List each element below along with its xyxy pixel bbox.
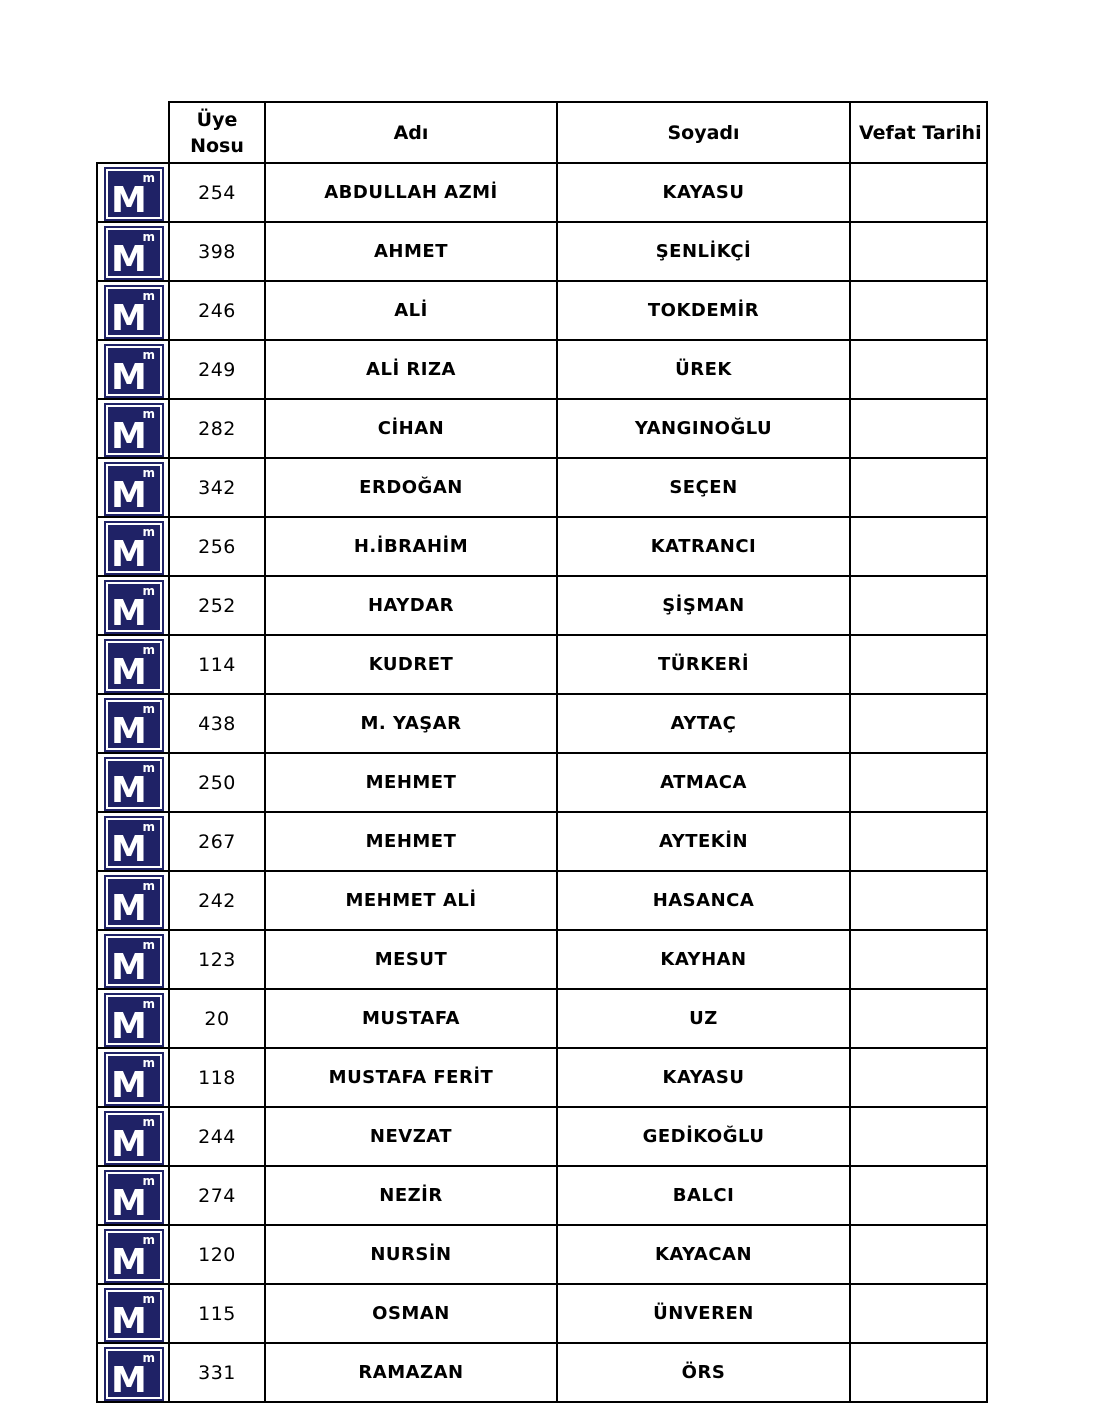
logo-letter-small: m — [142, 643, 155, 657]
last-name-cell: ŞENLİKÇİ — [557, 222, 850, 281]
death-date-cell — [850, 635, 987, 694]
death-date-cell — [850, 930, 987, 989]
first-name-cell: MEHMET ALİ — [265, 871, 557, 930]
logo-cell — [97, 753, 169, 812]
logo-letter-big: M — [111, 1183, 147, 1224]
table-row — [97, 222, 987, 281]
last-name-cell: KAYASU — [557, 1048, 850, 1107]
mm-logo-icon — [106, 1113, 162, 1163]
logo-letter-big: M — [111, 829, 147, 870]
logo-letter-big: M — [111, 475, 147, 516]
first-name-cell: M. YAŞAR — [265, 694, 557, 753]
death-date-cell — [850, 753, 987, 812]
table-row — [97, 930, 987, 989]
logo-cell — [97, 812, 169, 871]
logo-letter-big: M — [111, 239, 147, 280]
table-row — [97, 635, 987, 694]
logo-cell — [97, 694, 169, 753]
member-no-cell: 242 — [169, 871, 265, 930]
logo-letter-big: M — [111, 1242, 147, 1283]
first-name-cell: MEHMET — [265, 812, 557, 871]
logo-letter-small: m — [142, 879, 155, 893]
death-date-cell — [850, 1048, 987, 1107]
death-date-cell — [850, 222, 987, 281]
member-no-cell: 342 — [169, 458, 265, 517]
death-date-cell — [850, 1343, 987, 1402]
table-row — [97, 1343, 987, 1402]
first-name-cell: MEHMET — [265, 753, 557, 812]
member-no-cell: 120 — [169, 1225, 265, 1284]
last-name-cell: ATMACA — [557, 753, 850, 812]
mm-logo-icon — [106, 1290, 162, 1340]
death-date-cell — [850, 694, 987, 753]
logo-letter-big: M — [111, 1065, 147, 1106]
table-row — [97, 1048, 987, 1107]
mm-logo-icon — [106, 405, 162, 455]
member-no-cell: 246 — [169, 281, 265, 340]
logo-letter-big: M — [111, 298, 147, 339]
table-row — [97, 812, 987, 871]
death-date-cell — [850, 989, 987, 1048]
logo-letter-small: m — [142, 997, 155, 1011]
first-name-cell: NURSİN — [265, 1225, 557, 1284]
first-name-cell: MUSTAFA — [265, 989, 557, 1048]
table-row — [97, 458, 987, 517]
table-row — [97, 399, 987, 458]
logo-letter-big: M — [111, 1301, 147, 1342]
logo-letter-small: m — [142, 820, 155, 834]
first-name-cell: CİHAN — [265, 399, 557, 458]
logo-letter-big: M — [111, 770, 147, 811]
death-date-cell — [850, 576, 987, 635]
table-header — [97, 102, 987, 163]
logo-cell — [97, 1048, 169, 1107]
first-name-cell: ALİ — [265, 281, 557, 340]
logo-cell — [97, 517, 169, 576]
member-no-cell: 398 — [169, 222, 265, 281]
logo-cell — [97, 1225, 169, 1284]
logo-letter-small: m — [142, 1174, 155, 1188]
first-name-cell: ABDULLAH AZMİ — [265, 163, 557, 222]
member-no-header-line2: Nosu — [190, 134, 244, 157]
first-name-cell: OSMAN — [265, 1284, 557, 1343]
death-date-cell — [850, 340, 987, 399]
logo-letter-small: m — [142, 525, 155, 539]
logo-letter-small: m — [142, 289, 155, 303]
last-name-cell: KAYASU — [557, 163, 850, 222]
death-date-cell — [850, 1107, 987, 1166]
logo-cell — [97, 1343, 169, 1402]
logo-cell — [97, 163, 169, 222]
member-no-cell: 115 — [169, 1284, 265, 1343]
mm-logo-icon — [106, 523, 162, 573]
death-date-cell — [850, 458, 987, 517]
last-name-cell: BALCI — [557, 1166, 850, 1225]
mm-logo-icon — [106, 169, 162, 219]
column-header-death-date: Vefat Tarihi — [850, 102, 987, 163]
first-name-cell: RAMAZAN — [265, 1343, 557, 1402]
mm-logo-icon — [106, 582, 162, 632]
member-no-cell: 274 — [169, 1166, 265, 1225]
member-no-cell: 123 — [169, 930, 265, 989]
logo-letter-small: m — [142, 1056, 155, 1070]
column-header-first-name: Adı — [265, 102, 557, 163]
logo-letter-big: M — [111, 416, 147, 457]
first-name-cell: AHMET — [265, 222, 557, 281]
logo-letter-big: M — [111, 534, 147, 575]
mm-logo-icon — [106, 1349, 162, 1399]
table-row — [97, 281, 987, 340]
member-no-header-line1: Üye — [196, 108, 238, 131]
table-row — [97, 163, 987, 222]
member-no-cell: 252 — [169, 576, 265, 635]
last-name-cell: SEÇEN — [557, 458, 850, 517]
logo-letter-big: M — [111, 593, 147, 634]
first-name-cell: H.İBRAHİM — [265, 517, 557, 576]
logo-cell — [97, 399, 169, 458]
last-name-cell: ŞİŞMAN — [557, 576, 850, 635]
logo-letter-big: M — [111, 711, 147, 752]
logo-letter-big: M — [111, 652, 147, 693]
logo-cell — [97, 930, 169, 989]
table-row — [97, 517, 987, 576]
last-name-cell: KATRANCI — [557, 517, 850, 576]
column-header-last-name: Soyadı — [557, 102, 850, 163]
logo-cell — [97, 281, 169, 340]
table-row — [97, 1284, 987, 1343]
logo-letter-small: m — [142, 1233, 155, 1247]
mm-logo-icon — [106, 464, 162, 514]
last-name-cell: ÜREK — [557, 340, 850, 399]
first-name-cell: ALİ RIZA — [265, 340, 557, 399]
last-name-cell: AYTAÇ — [557, 694, 850, 753]
member-no-cell: 256 — [169, 517, 265, 576]
last-name-cell: KAYHAN — [557, 930, 850, 989]
logo-letter-small: m — [142, 348, 155, 362]
column-header-member-no — [169, 102, 265, 163]
logo-cell — [97, 458, 169, 517]
table-row — [97, 340, 987, 399]
death-date-cell — [850, 1284, 987, 1343]
mm-logo-icon — [106, 1172, 162, 1222]
mm-logo-icon — [106, 287, 162, 337]
logo-letter-big: M — [111, 357, 147, 398]
death-date-cell — [850, 812, 987, 871]
last-name-cell: AYTEKİN — [557, 812, 850, 871]
mm-logo-icon — [106, 995, 162, 1045]
member-no-cell: 254 — [169, 163, 265, 222]
logo-cell — [97, 635, 169, 694]
logo-letter-big: M — [111, 1124, 147, 1165]
first-name-cell: MUSTAFA FERİT — [265, 1048, 557, 1107]
first-name-cell: NEZİR — [265, 1166, 557, 1225]
mm-logo-icon — [106, 1054, 162, 1104]
member-no-cell: 267 — [169, 812, 265, 871]
member-no-cell: 282 — [169, 399, 265, 458]
mm-logo-icon — [106, 346, 162, 396]
last-name-cell: TÜRKERİ — [557, 635, 850, 694]
death-date-cell — [850, 517, 987, 576]
first-name-cell: HAYDAR — [265, 576, 557, 635]
logo-letter-big: M — [111, 1360, 147, 1401]
death-date-cell — [850, 1166, 987, 1225]
member-no-cell: 438 — [169, 694, 265, 753]
last-name-cell: UZ — [557, 989, 850, 1048]
member-no-cell: 250 — [169, 753, 265, 812]
logo-cell — [97, 576, 169, 635]
mm-logo-icon — [106, 818, 162, 868]
mm-logo-icon — [106, 936, 162, 986]
mm-logo-icon — [106, 228, 162, 278]
death-date-cell — [850, 1225, 987, 1284]
logo-cell — [97, 1107, 169, 1166]
logo-letter-small: m — [142, 171, 155, 185]
logo-letter-small: m — [142, 702, 155, 716]
table-row — [97, 1166, 987, 1225]
first-name-cell: ERDOĞAN — [265, 458, 557, 517]
logo-cell — [97, 1166, 169, 1225]
last-name-cell: TOKDEMİR — [557, 281, 850, 340]
member-no-cell: 114 — [169, 635, 265, 694]
logo-letter-small: m — [142, 1292, 155, 1306]
last-name-cell: GEDİKOĞLU — [557, 1107, 850, 1166]
logo-letter-big: M — [111, 947, 147, 988]
header-row — [97, 102, 987, 163]
table-row — [97, 1225, 987, 1284]
death-date-cell — [850, 281, 987, 340]
death-date-cell — [850, 163, 987, 222]
logo-letter-small: m — [142, 761, 155, 775]
logo-cell — [97, 989, 169, 1048]
logo-cell — [97, 871, 169, 930]
first-name-cell: MESUT — [265, 930, 557, 989]
first-name-cell: NEVZAT — [265, 1107, 557, 1166]
mm-logo-icon — [106, 877, 162, 927]
member-no-cell: 20 — [169, 989, 265, 1048]
logo-cell — [97, 222, 169, 281]
death-date-cell — [850, 871, 987, 930]
table-row — [97, 871, 987, 930]
logo-cell — [97, 1284, 169, 1343]
last-name-cell: ÜNVEREN — [557, 1284, 850, 1343]
member-table — [96, 101, 988, 1403]
mm-logo-icon — [106, 759, 162, 809]
last-name-cell: HASANCA — [557, 871, 850, 930]
death-date-cell — [850, 399, 987, 458]
mm-logo-icon — [106, 641, 162, 691]
member-no-cell: 244 — [169, 1107, 265, 1166]
last-name-cell: KAYACAN — [557, 1225, 850, 1284]
last-name-cell: ÖRS — [557, 1343, 850, 1402]
logo-letter-small: m — [142, 938, 155, 952]
logo-letter-small: m — [142, 466, 155, 480]
table-row — [97, 989, 987, 1048]
member-no-cell: 118 — [169, 1048, 265, 1107]
table-row — [97, 694, 987, 753]
logo-letter-small: m — [142, 1115, 155, 1129]
logo-letter-small: m — [142, 1351, 155, 1365]
logo-letter-small: m — [142, 407, 155, 421]
mm-logo-icon — [106, 1231, 162, 1281]
member-no-cell: 249 — [169, 340, 265, 399]
table-body — [97, 163, 987, 1402]
header-logo-spacer — [97, 102, 169, 163]
logo-letter-big: M — [111, 180, 147, 221]
last-name-cell: YANGINOĞLU — [557, 399, 850, 458]
table-row — [97, 753, 987, 812]
member-list-sheet — [96, 101, 986, 1403]
logo-letter-big: M — [111, 1006, 147, 1047]
first-name-cell: KUDRET — [265, 635, 557, 694]
member-no-cell: 331 — [169, 1343, 265, 1402]
logo-letter-big: M — [111, 888, 147, 929]
logo-letter-small: m — [142, 584, 155, 598]
table-row — [97, 576, 987, 635]
table-row — [97, 1107, 987, 1166]
logo-cell — [97, 340, 169, 399]
logo-letter-small: m — [142, 230, 155, 244]
mm-logo-icon — [106, 700, 162, 750]
